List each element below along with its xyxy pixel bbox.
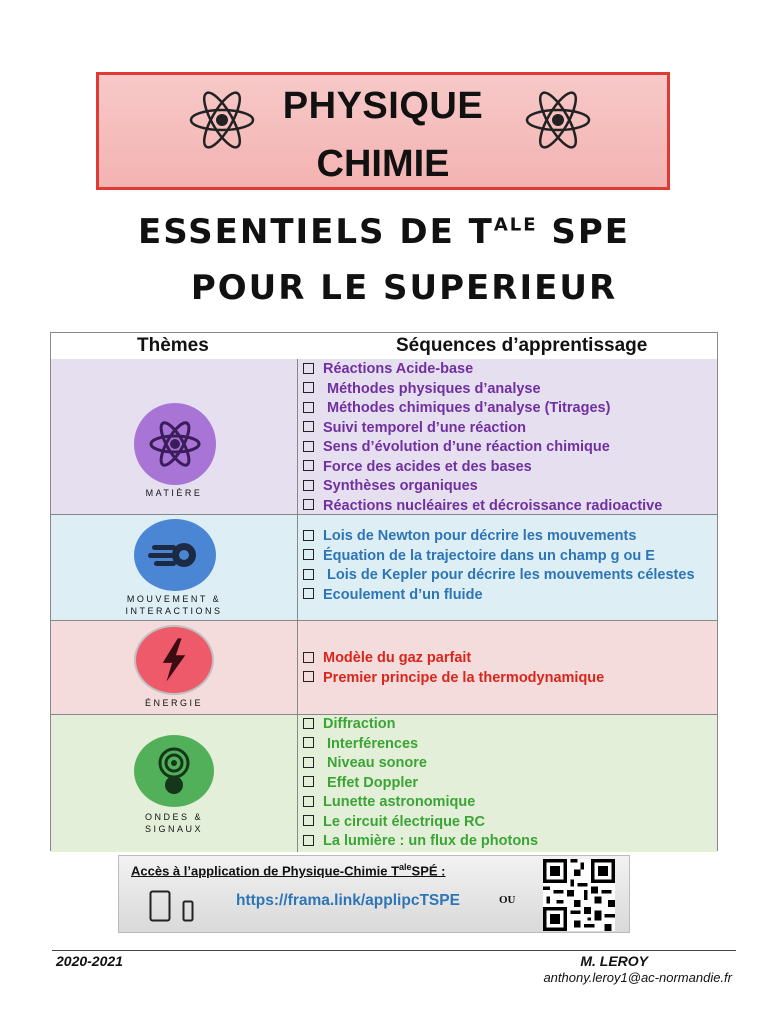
- row-mouvement: [51, 515, 717, 621]
- atom-icon: [134, 403, 216, 485]
- checkbox[interactable]: [303, 757, 314, 768]
- theme-label: MATIÈRE: [145, 488, 203, 498]
- theme-label: [51, 593, 297, 617]
- header-themes: Thèmes: [137, 335, 209, 356]
- list-item: Effet Doppler: [303, 774, 538, 794]
- list-item: Ecoulement d’un fluide: [303, 586, 695, 606]
- list-item: Lois de Kepler pour décrire les mouvements célestes: [303, 566, 695, 586]
- checkbox[interactable]: [303, 549, 314, 560]
- phone-icon: [182, 900, 194, 922]
- atom-icon: [523, 89, 593, 151]
- subtitle-spe: SPE: [537, 212, 631, 252]
- footer-author: M. LEROY: [580, 953, 648, 969]
- checkbox[interactable]: [303, 402, 314, 413]
- app-access-box: [118, 855, 630, 933]
- or-label: OU: [499, 894, 516, 906]
- checkbox[interactable]: [303, 363, 314, 374]
- broadcast-icon: [134, 735, 214, 807]
- list-item: Le circuit électrique RC: [303, 813, 538, 833]
- checkbox[interactable]: [303, 499, 314, 510]
- list-item: Sens d’évolution d’une réaction chimique: [303, 438, 662, 458]
- matiere-circle: [134, 403, 216, 485]
- list-item: La lumière : un flux de photons: [303, 832, 538, 852]
- header-sequences: Séquences d’apprentissage: [396, 335, 648, 356]
- list-item: Force des acides et des bases: [303, 458, 662, 478]
- checkbox[interactable]: [303, 382, 314, 393]
- qr-code-icon[interactable]: [543, 859, 615, 931]
- row-ondes: [51, 715, 717, 852]
- checkbox[interactable]: [303, 652, 314, 663]
- checkbox[interactable]: [303, 796, 314, 807]
- ondes-circle: [134, 735, 214, 807]
- matiere-items: [303, 360, 662, 516]
- checkbox[interactable]: [303, 460, 314, 471]
- footer-email[interactable]: anthony.leroy1@ac-normandie.fr: [543, 970, 732, 985]
- list-item: Suivi temporel d’une réaction: [303, 419, 662, 439]
- list-item: Méthodes chimiques d’analyse (Titrages): [303, 399, 662, 419]
- ondes-items: [303, 715, 538, 852]
- theme-label-l2: INTERACTIONS: [125, 606, 223, 616]
- checkbox[interactable]: [303, 737, 314, 748]
- list-item: Réactions nucléaires et décroissance radioactive: [303, 497, 662, 517]
- theme-label-l2: SIGNAUX: [144, 824, 203, 834]
- list-item: Réactions Acide-base: [303, 360, 662, 380]
- list-item: Premier principe de la thermodynamique: [303, 669, 604, 689]
- list-item: Lunette astronomique: [303, 793, 538, 813]
- list-item: Équation de la trajectoire dans un champ g ou E: [303, 547, 695, 567]
- checkbox[interactable]: [303, 441, 314, 452]
- list-item: Modèle du gaz parfait: [303, 649, 604, 669]
- list-item: Diffraction: [303, 715, 538, 735]
- lightning-icon: [136, 627, 212, 693]
- theme-label-l1: ONDES &: [144, 812, 203, 822]
- title-banner: [96, 72, 670, 190]
- mouvement-items: [303, 527, 695, 605]
- row-energie: [51, 621, 717, 715]
- energie-items: [303, 649, 604, 688]
- subtitle-sup: ALE: [493, 214, 538, 236]
- checkbox[interactable]: [303, 569, 314, 580]
- app-link[interactable]: https://frama.link/applipcTSPE: [236, 892, 460, 909]
- table-header: [51, 333, 717, 360]
- energie-circle: [134, 625, 214, 695]
- checkbox[interactable]: [303, 480, 314, 491]
- footer-divider: [52, 950, 736, 951]
- row-matiere: [51, 359, 717, 515]
- mouvement-circle: [134, 519, 216, 591]
- subtitle-line2: POUR LE SUPERIEUR: [190, 268, 618, 308]
- checkbox[interactable]: [303, 671, 314, 682]
- checkbox[interactable]: [303, 588, 314, 599]
- list-item: Lois de Newton pour décrire les mouvements: [303, 527, 695, 547]
- checkbox[interactable]: [303, 815, 314, 826]
- theme-label: ÉNERGIE: [144, 698, 203, 708]
- checkbox[interactable]: [303, 776, 314, 787]
- title-chimie: CHIMIE: [316, 143, 450, 185]
- checkbox[interactable]: [303, 835, 314, 846]
- checkbox[interactable]: [303, 718, 314, 729]
- subtitle-line1: [0, 212, 768, 252]
- checkbox[interactable]: [303, 421, 314, 432]
- footer-year: 2020-2021: [56, 953, 123, 969]
- theme-label: [51, 811, 297, 835]
- list-item: Synthèses organiques: [303, 477, 662, 497]
- checkbox[interactable]: [303, 530, 314, 541]
- title-physique: PHYSIQUE: [282, 85, 484, 127]
- list-item: Niveau sonore: [303, 754, 538, 774]
- list-item: Interférences: [303, 735, 538, 755]
- theme-label-l1: MOUVEMENT &: [126, 594, 222, 604]
- subtitle-text: ESSENTIELS DE T: [137, 212, 494, 252]
- tablet-icon: [149, 890, 171, 922]
- list-item: Méthodes physiques d’analyse: [303, 380, 662, 400]
- themes-table: [50, 332, 718, 851]
- access-label: Accès à l’application de Physique-Chimie $T^{ale}SPÉ$ :: [131, 862, 446, 879]
- comet-icon: [134, 519, 216, 591]
